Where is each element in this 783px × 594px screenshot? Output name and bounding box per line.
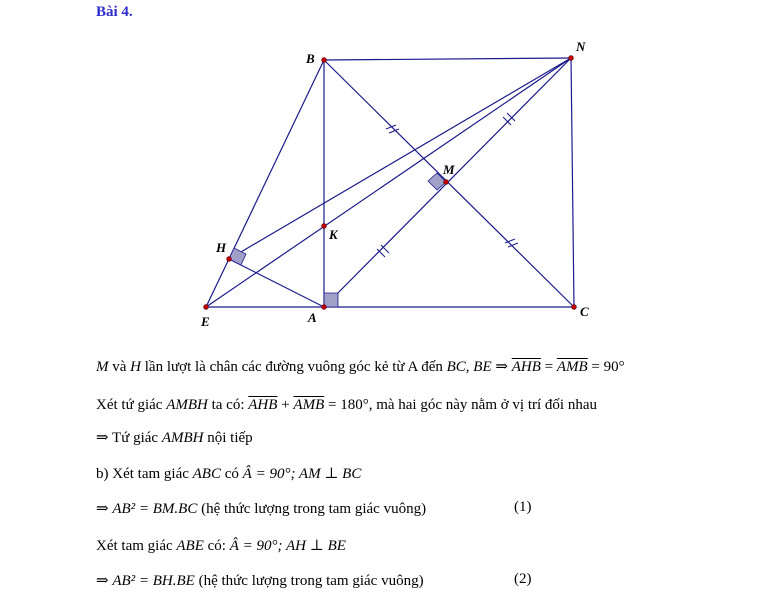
point-K xyxy=(322,224,327,229)
point-labels xyxy=(200,39,589,329)
figure-lines xyxy=(206,58,574,307)
equal-tick-marks xyxy=(377,113,518,257)
segment-HA xyxy=(229,259,324,307)
label-C: C xyxy=(580,304,589,319)
equation-number-1: (1) xyxy=(514,499,532,515)
text-line-6: Xét tam giác ABE có: Â = 90°; AH ⊥ BE xyxy=(96,538,346,554)
text-line-3: ⇒ Tứ giác AMBH nội tiếp xyxy=(96,430,253,446)
label-H: H xyxy=(216,240,227,255)
segment-BE xyxy=(206,60,324,307)
segment-HN xyxy=(229,58,571,259)
segment-NC xyxy=(571,58,574,307)
text-line-4: b) Xét tam giác ABC có Â = 90°; AM ⊥ BC xyxy=(96,466,362,482)
point-A xyxy=(322,305,327,310)
label-E: E xyxy=(201,314,210,329)
label-N: N xyxy=(576,39,586,54)
point-N xyxy=(569,56,574,61)
text-line-1: M và H lần lượt là chân các đường vuông góc kẻ từ A đến BC, BE ⇒ $\overline{AHB} = \overline{AMB} = 90^\circ$ xyxy=(96,359,625,375)
right-angle-A xyxy=(324,293,338,307)
segment-BN xyxy=(324,58,571,60)
text-line-5: ⇒ AB² = BM.BC (hệ thức lượng trong tam giác vuông) xyxy=(96,501,427,517)
equation-number-2: (2) xyxy=(514,571,532,587)
text-line-7: ⇒ AB² = BH.BE (hệ thức lượng trong tam giác vuông) xyxy=(96,573,424,589)
label-A: A xyxy=(308,310,317,325)
point-E xyxy=(204,305,209,310)
label-M: M xyxy=(443,162,455,177)
point-M xyxy=(444,180,449,185)
point-B xyxy=(322,58,327,63)
point-C xyxy=(572,305,577,310)
points xyxy=(204,56,577,310)
point-H xyxy=(227,257,232,262)
exercise-heading: Bài 4. xyxy=(96,4,133,20)
label-K: K xyxy=(329,227,338,242)
segment-EN xyxy=(206,58,571,307)
text-line-2: Xét tứ giác AMBH ta có: $\overline{AHB} + \overline{AMB} = 180^\circ$, mà hai góc này nằm ở vị trí đối nhau xyxy=(96,397,597,413)
label-B: B xyxy=(306,51,315,66)
